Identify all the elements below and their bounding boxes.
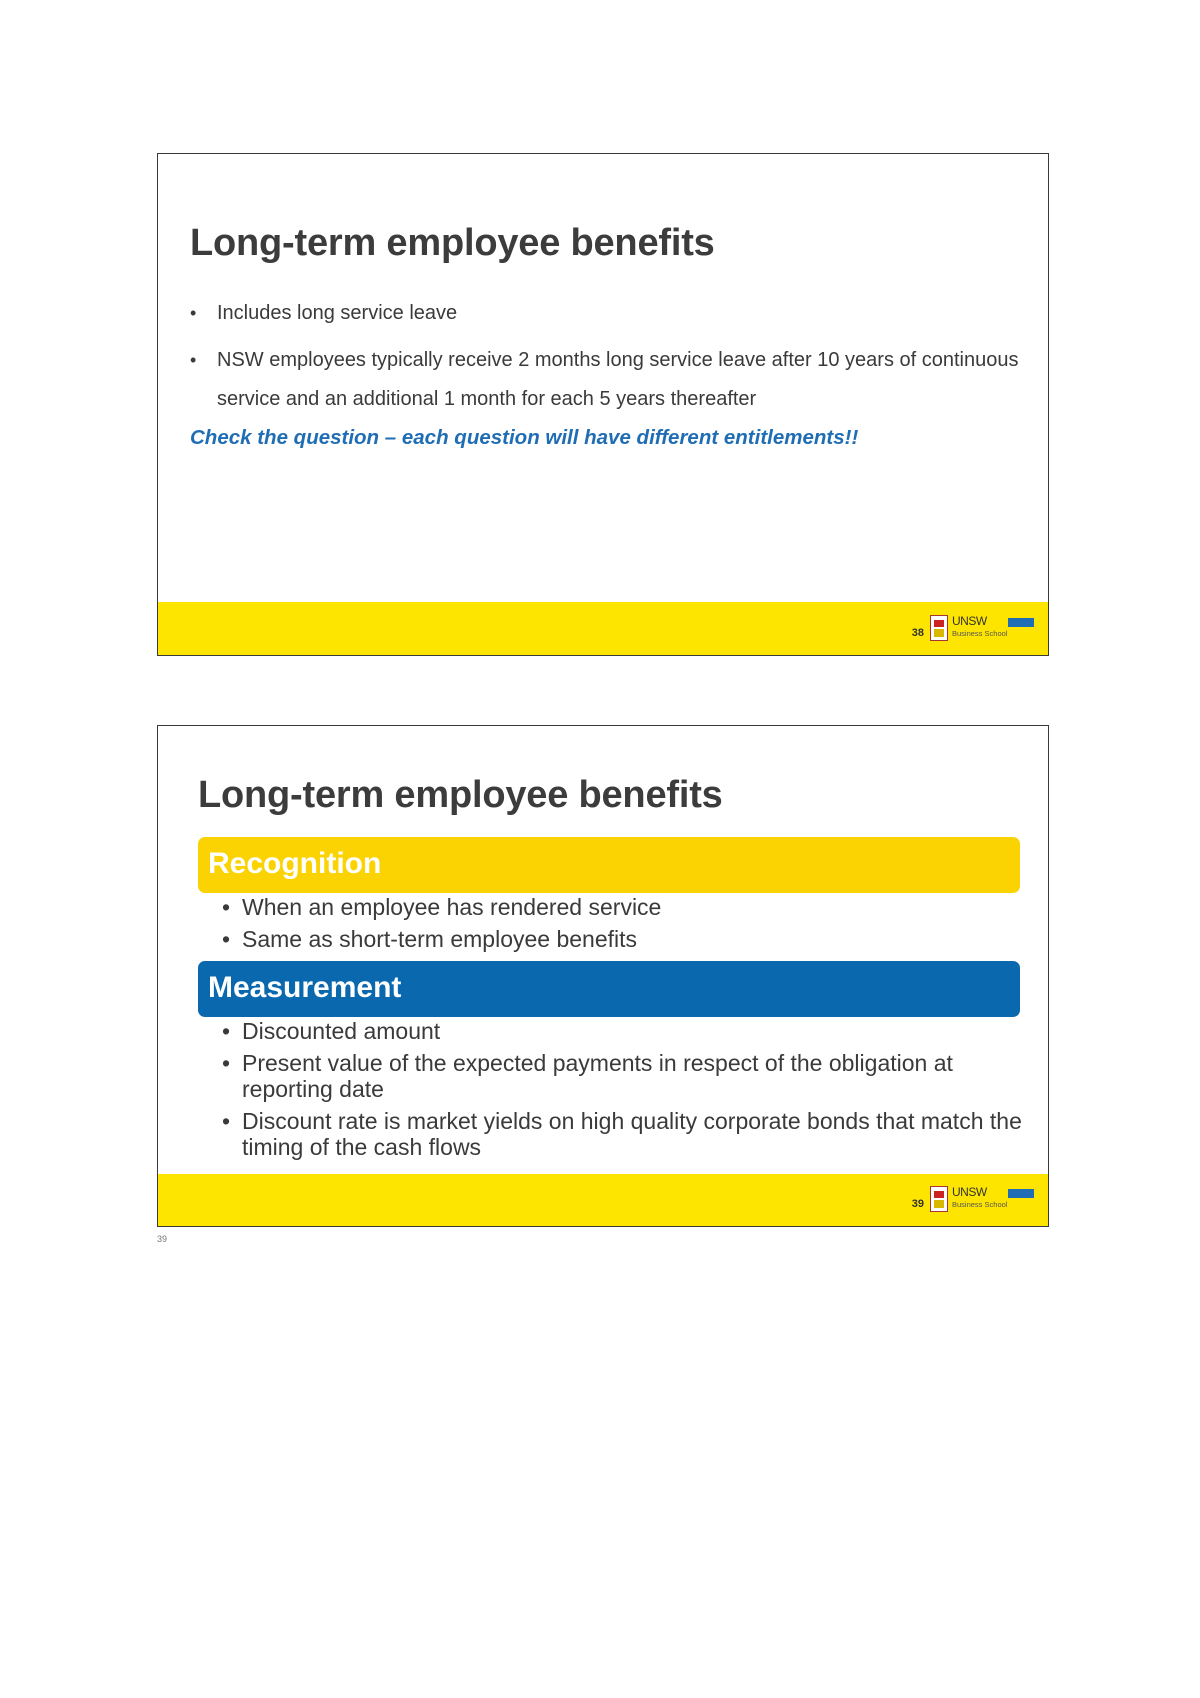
slide-title: Long-term employee benefits xyxy=(198,774,723,816)
logo-subtitle: Business School xyxy=(952,629,1008,638)
crest-icon xyxy=(930,1186,948,1212)
list-item: • NSW employees typically receive 2 months long service leave after 10 years of continuous service and an additional 1 month for each 5 years thereafter xyxy=(190,341,1020,419)
logo-subtitle: Business School xyxy=(952,1200,1008,1209)
stray-page-mark: 39 xyxy=(157,1234,168,1244)
list-item: • Includes long service leave xyxy=(190,294,1020,333)
page-number: 39 xyxy=(911,1198,924,1210)
measurement-heading: Measurement xyxy=(198,961,1020,1017)
list-item: • When an employee has rendered service xyxy=(222,894,1022,920)
recognition-list xyxy=(222,894,1022,958)
measurement-list xyxy=(222,1018,1022,1166)
slide-38 xyxy=(157,153,1049,656)
logo-name: UNSW xyxy=(952,1185,987,1199)
slide-39 xyxy=(157,725,1049,1227)
slide-footer xyxy=(158,1174,1048,1226)
logo-name: UNSW xyxy=(952,614,987,628)
list-item: • Discounted amount xyxy=(222,1018,1022,1044)
list-item: • Present value of the expected payments in respect of the obligation at reporting date xyxy=(222,1050,1022,1102)
list-item: • Discount rate is market yields on high quality corporate bonds that match the timing of the cash flows xyxy=(222,1108,1022,1160)
callout-text: Check the question – each question will have different entitlements!! xyxy=(190,426,859,449)
slide-title: Long-term employee benefits xyxy=(190,222,715,264)
logo-tag-icon xyxy=(1008,618,1034,627)
page-number: 38 xyxy=(911,627,924,639)
recognition-heading: Recognition xyxy=(198,837,1020,893)
logo-tag-icon xyxy=(1008,1189,1034,1198)
list-item: • Same as short-term employee benefits xyxy=(222,926,1022,952)
crest-icon xyxy=(930,615,948,641)
bullet-list xyxy=(190,294,1020,427)
slide-footer xyxy=(158,602,1048,655)
unsw-logo xyxy=(930,1186,1034,1214)
unsw-logo xyxy=(930,615,1034,643)
